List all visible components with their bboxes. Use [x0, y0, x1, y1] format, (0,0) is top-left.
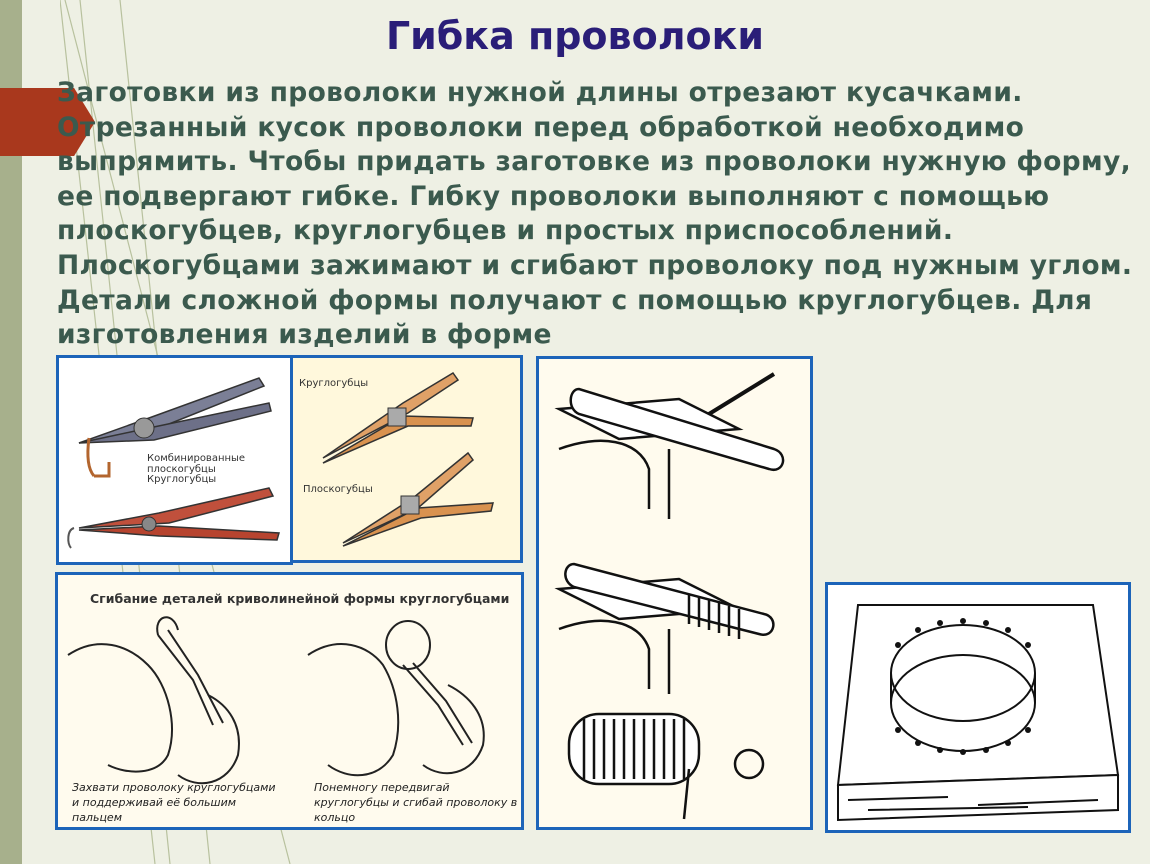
figure-bending-steps	[55, 572, 524, 830]
label-combined-pliers: Комбинированные плоскогубцы	[147, 453, 246, 475]
ring-board-illustration	[828, 585, 1128, 830]
label-round-pliers: Круглогубцы	[147, 474, 217, 485]
slide-title: Гибка проволоки	[385, 14, 765, 58]
figure-heading: Сгибание деталей криволинейной формы круглогубцами	[90, 591, 510, 606]
figure-pliers-types	[290, 355, 523, 563]
figure-ring-board	[825, 582, 1131, 833]
figure-pliers-combined	[56, 355, 293, 565]
label-flat-pliers: Плоскогубцы	[303, 484, 373, 495]
figure-spring-winding	[536, 356, 813, 830]
slide-paragraph: Заготовки из проволоки нужной длины отрезают кусачками. Отрезанный кусок проволоки перед обработкой необходимо выпрямить. Чтобы придать заготовке из проволоки нужную форму, ее подвергают гибке. Гибку проволоки выполняют с помощью плоскогубцев, круглогубцев и простых приспособлений. Плоскогубцами зажимают и сгибают проволоку под нужным углом. Детали сложной формы получают с помощью круглогубцев. Для изготовления изделий в форме	[57, 77, 1133, 351]
spring-winding-illustration	[539, 359, 810, 827]
caption-left: Захвати проволоку круглогубцами и поддерживай её большим пальцем	[72, 781, 276, 824]
label-round-pliers-2: Круглогубцы	[299, 378, 369, 389]
caption-right: Понемногу передвигай круглогубцы и сгибай проволоку в кольцо	[314, 781, 518, 824]
